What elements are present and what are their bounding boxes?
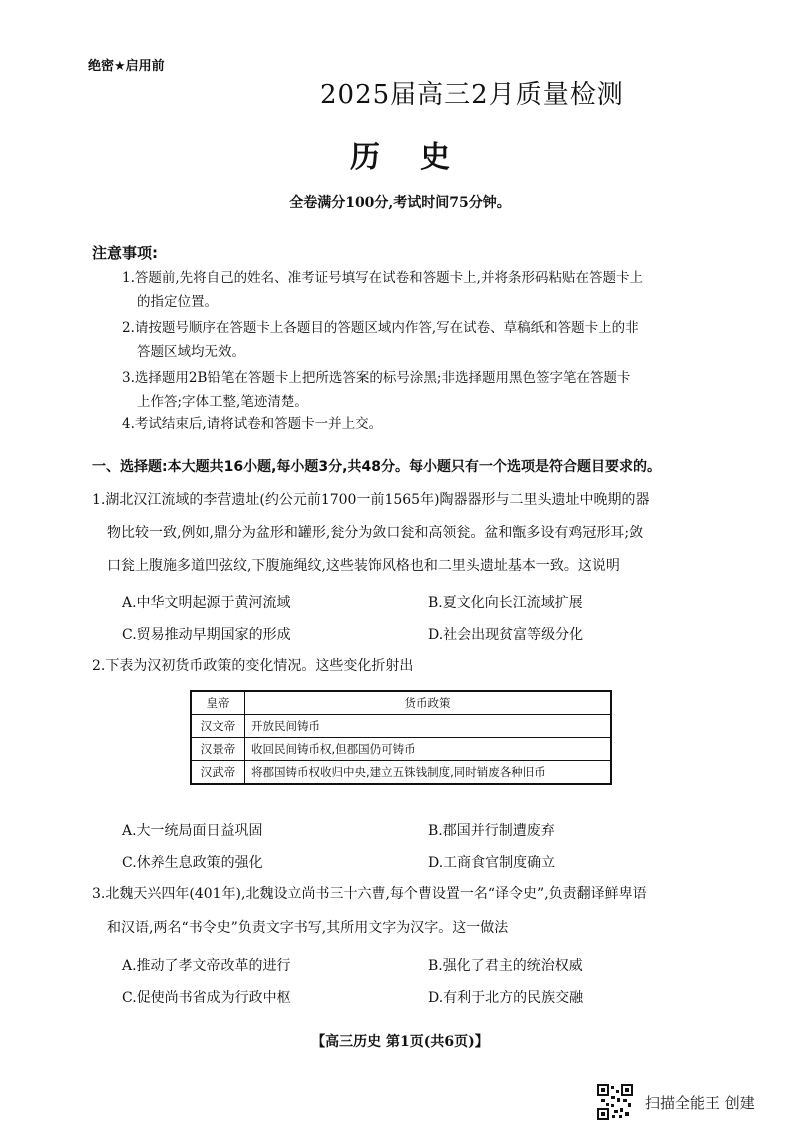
table-row	[191, 738, 611, 761]
question-1-option-b: B.夏文化向长江流域扩展	[428, 595, 583, 611]
question-1-option-c: C.贸易推动早期国家的形成	[122, 627, 291, 643]
question-1-option-a: A.中华文明起源于黄河流域	[122, 595, 291, 611]
question-3-option-c: C.促使尚书省成为行政中枢	[122, 990, 291, 1006]
table-header-row	[191, 691, 611, 715]
table-cell-emperor: 汉文帝	[191, 715, 245, 738]
notice-item-4: 4.考试结束后,请将试卷和答题卡一并上交。	[122, 416, 383, 432]
question-3-option-b: B.强化了君主的统治权威	[428, 958, 583, 974]
question-3-line-1: 3.北魏天兴四年(401年),北魏设立尚书三十六曹,每个曹设置一名“译令史”,负责翻译鲜卑语	[92, 886, 647, 902]
table-cell-emperor: 汉景帝	[191, 738, 245, 761]
question-2-option-a: A.大一统局面日益巩固	[122, 823, 263, 839]
table-row	[191, 761, 611, 785]
subject-title: 历史	[350, 140, 490, 175]
table-row	[191, 715, 611, 738]
question-1-line-1: 1.湖北汉江流域的李营遗址(约公元前1700一前1565年)陶器器形与二里头遗址中晚期的器	[92, 492, 650, 508]
question-1-option-d: D.社会出现贫富等级分化	[428, 627, 584, 643]
notice-item-2: 2.请按题号顺序在答题卡上各题目的答题区域内作答,写在试卷、草稿纸和答题卡上的非	[122, 320, 639, 336]
scanner-watermark: 扫描全能王 创建	[645, 1094, 755, 1112]
exam-title: 2025届高三2月质量检测	[320, 80, 624, 110]
score-note: 全卷满分100分,考试时间75分钟。	[289, 195, 511, 211]
page-footer: 【高三历史 第1页(共6页)】	[311, 1034, 489, 1050]
question-3-option-a: A.推动了孝文帝改革的进行	[122, 958, 291, 974]
table-cell-policy: 将郡国铸币权收归中央,建立五铢钱制度,同时销废各种旧币	[245, 761, 612, 785]
notice-heading: 注意事项:	[92, 244, 158, 262]
notice-item-3: 3.选择题用2B铅笔在答题卡上把所选答案的标号涂黑;非选择题用黑色签字笔在答题卡	[122, 370, 631, 386]
qr-code-icon	[597, 1084, 633, 1120]
question-3-option-d: D.有利于北方的民族交融	[428, 990, 584, 1006]
table-cell-policy: 开放民间铸币	[245, 715, 612, 738]
table-cell-emperor: 汉武帝	[191, 761, 245, 785]
question-1-line-3: 口瓮上腹施多道凹弦纹,下腹施绳纹,这些装饰风格也和二里头遗址基本一致。这说明	[107, 558, 620, 574]
currency-policy-table	[190, 690, 612, 785]
question-2-stem: 2.下表为汉初货币政策的变化情况。这些变化折射出	[92, 658, 414, 674]
section-heading: 一、选择题:本大题共16小题,每小题3分,共48分。每小题只有一个选项是符合题目要求的。	[92, 459, 661, 475]
notice-item-1-cont: 的指定位置。	[137, 294, 218, 310]
question-2-option-b: B.郡国并行制遭废弃	[428, 823, 555, 839]
question-2-option-c: C.休养生息政策的强化	[122, 855, 263, 871]
question-1-line-2: 物比较一致,例如,鼎分为盆形和罐形,瓮分为敛口瓮和高领瓮。盆和甑多设有鸡冠形耳;敛	[107, 525, 644, 541]
question-3-line-2: 和汉语,两名“书令史”负责文字书写,其所用文字为汉字。这一做法	[107, 920, 509, 936]
table-cell-policy: 收回民间铸币权,但郡国仍可铸币	[245, 738, 612, 761]
notice-item-3-cont: 上作答;字体工整,笔迹清楚。	[137, 394, 308, 410]
confidential-label: 绝密★启用前	[88, 59, 165, 74]
table-header-policy: 货币政策	[245, 691, 612, 715]
question-2-option-d: D.工商食官制度确立	[428, 855, 556, 871]
notice-item-2-cont: 答题区域均无效。	[137, 344, 245, 360]
notice-item-1: 1.答题前,先将自己的姓名、准考证号填写在试卷和答题卡上,并将条形码粘贴在答题卡上	[122, 270, 643, 286]
table-header-emperor: 皇帝	[191, 691, 245, 715]
